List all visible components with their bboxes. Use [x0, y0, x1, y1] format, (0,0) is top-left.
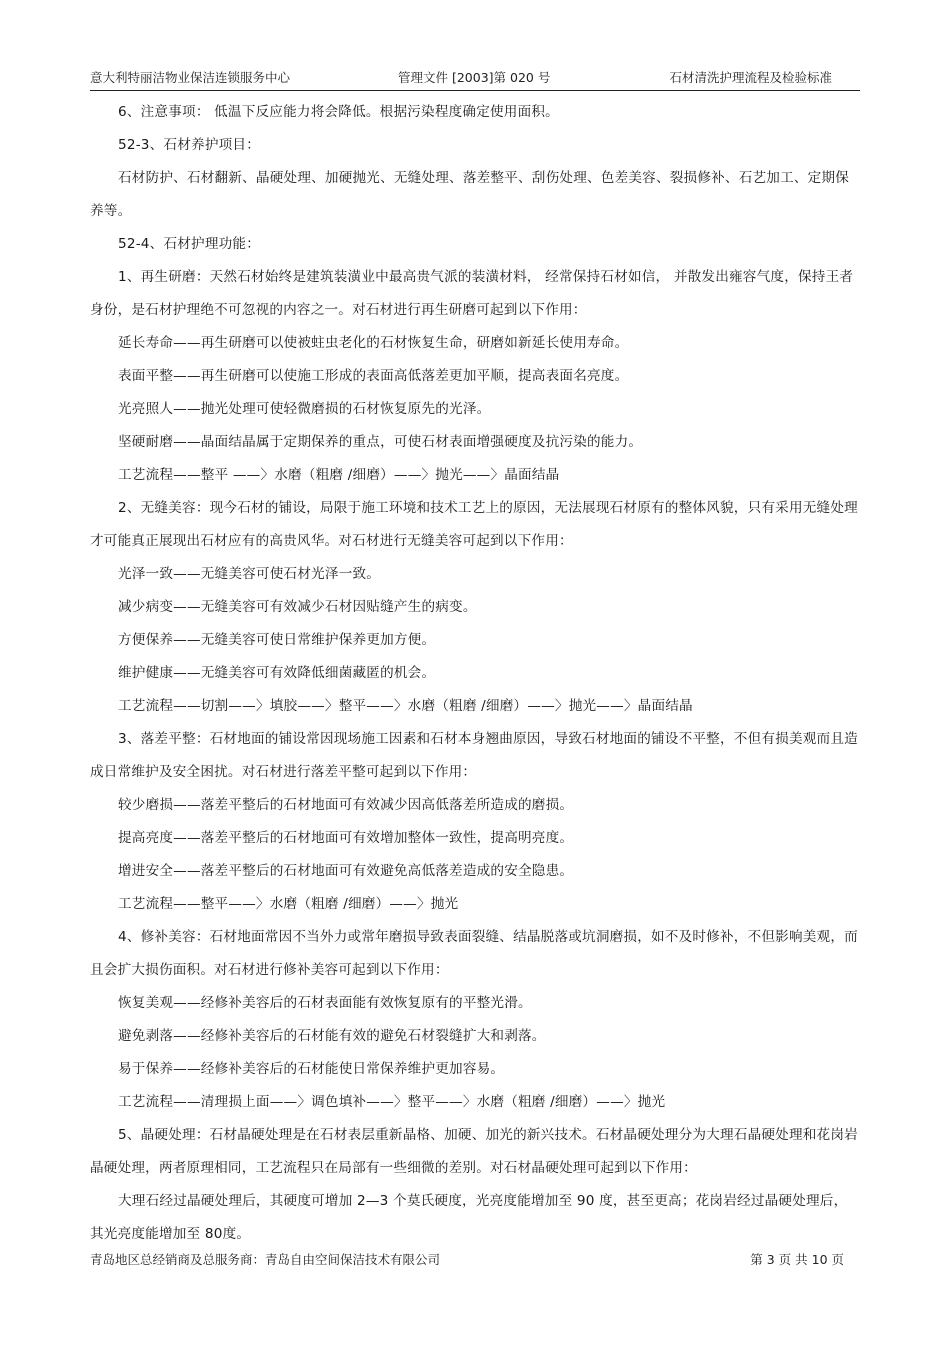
list-item: 坚硬耐磨——晶面结晶属于定期保养的重点，可使石材表面增强硬度及抗污染的能力。	[118, 434, 643, 450]
list-item: 延长寿命——再生研磨可以使被蛀虫老化的石材恢复生命，研磨如新延长使用寿命。	[118, 335, 629, 351]
section-heading-52-4: 52-4、石材护理功能：	[118, 236, 261, 252]
process-flow: 工艺流程——切割——〉填胶——〉整平——〉水磨（粗磨 /细磨）——〉抛光——〉晶面结晶	[118, 698, 693, 714]
header-document-title: 石材清洗护理流程及检验标准	[669, 70, 832, 85]
list-item: 增进安全——落差平整后的石材地面可有效避免高低落差造成的安全隐患。	[118, 863, 574, 879]
page-header	[90, 66, 860, 91]
list-item: 较少磨损——落差平整后的石材地面可有效减少因高低落差所造成的磨损。	[118, 797, 574, 813]
header-document-number: 管理文件 [2003]第 020 号	[398, 70, 551, 85]
list-item: 易于保养——经修补美容后的石材能使日常保养维护更加容易。	[118, 1061, 505, 1077]
list-item: 维护健康——无缝美容可有效降低细菌藏匿的机会。	[118, 665, 436, 681]
list-item: 方便保养——无缝美容可使日常维护保养更加方便。	[118, 632, 436, 648]
list-item: 减少病变——无缝美容可有效减少石材因贴缝产生的病变。	[118, 599, 477, 615]
paragraph-repair: 4、修补美容：石材地面常因不当外力或常年磨损导致表面裂缝、结晶脱落或坑洞磨损，如不及时修补，不但影响美观，而且会扩大损伤面积。对石材进行修补美容可起到以下作用：	[90, 929, 858, 978]
page-number: 第 3 页 共 10 页	[750, 1252, 844, 1267]
list-item: 提高亮度——落差平整后的石材地面可有效增加整体一致性，提高明亮度。	[118, 830, 574, 846]
paragraph-maintenance-items: 石材防护、石材翻新、晶硬处理、加硬抛光、无缝处理、落差整平、刮伤处理、色差美容、裂损修补、石艺加工、定期保养等。	[90, 170, 850, 219]
process-flow: 工艺流程——整平 ——〉水磨（粗磨 /细磨）——〉抛光——〉晶面结晶	[118, 467, 560, 483]
paragraph-regrinding: 1、再生研磨：天然石材始终是建筑装潢业中最高贵气派的装潢材料， 经常保持石材如信， 并散发出雍容气度，保持王者身份，是石材护理绝不可忽视的内容之一。对石材进行再生研磨可起到以下作用：	[90, 269, 854, 318]
section-heading-52-3: 52-3、石材养护项目：	[118, 137, 261, 153]
paragraph-crystal-hardening: 5、晶硬处理：石材晶硬处理是在石材表层重新晶格、加硬、加光的新兴技术。石材晶硬处理分为大理石晶硬处理和花岗岩晶硬处理，两者原理相同，工艺流程只在局部有一些细微的差别。对石材晶硬处理可起到以下作用：	[90, 1127, 858, 1176]
footer-distributor: 青岛地区总经销商及总服务商：青岛自由空间保洁技术有限公司	[90, 1252, 441, 1267]
paragraph-seamless: 2、无缝美容：现今石材的铺设，局限于施工环境和技术工艺上的原因，无法展现石材原有的整体风貌，只有采用无缝处理才可能真正展现出石材应有的高贵风华。对石材进行无缝美容可起到以下作用：	[90, 500, 858, 549]
paragraph-hardness-result: 大理石经过晶硬处理后，其硬度可增加 2—3 个莫氏硬度，光亮度能增加至 90 度，甚至更高；花岗岩经过晶硬处理后，其光亮度能增加至 80度。	[90, 1193, 848, 1242]
paragraph-notes: 6、注意事项： 低温下反应能力将会降低。根据污染程度确定使用面积。	[118, 104, 559, 120]
list-item: 光泽一致——无缝美容可使石材光泽一致。	[118, 566, 381, 582]
list-item: 恢复美观——经修补美容后的石材表面能有效恢复原有的平整光滑。	[118, 995, 532, 1011]
list-item: 表面平整——再生研磨可以使施工形成的表面高低落差更加平顺，提高表面名亮度。	[118, 368, 629, 384]
process-flow: 工艺流程——整平——〉水磨（粗磨 /细磨）——〉抛光	[118, 896, 459, 912]
process-flow: 工艺流程——清理损上面——〉调色填补——〉整平——〉水磨（粗磨 /细磨）——〉抛光	[118, 1094, 666, 1110]
list-item: 避免剥落——经修补美容后的石材能有效的避免石材裂缝扩大和剥落。	[118, 1028, 546, 1044]
paragraph-leveling: 3、落差平整：石材地面的铺设常因现场施工因素和石材本身翘曲原因，导致石材地面的铺设不平整，不但有损美观而且造成日常维护及安全困扰。对石材进行落差平整可起到以下作用：	[90, 731, 858, 780]
document-body	[90, 96, 860, 1251]
header-organization: 意大利特丽洁物业保洁连锁服务中心	[90, 70, 291, 85]
list-item: 光亮照人——抛光处理可使轻微磨损的石材恢复原先的光泽。	[118, 401, 491, 417]
